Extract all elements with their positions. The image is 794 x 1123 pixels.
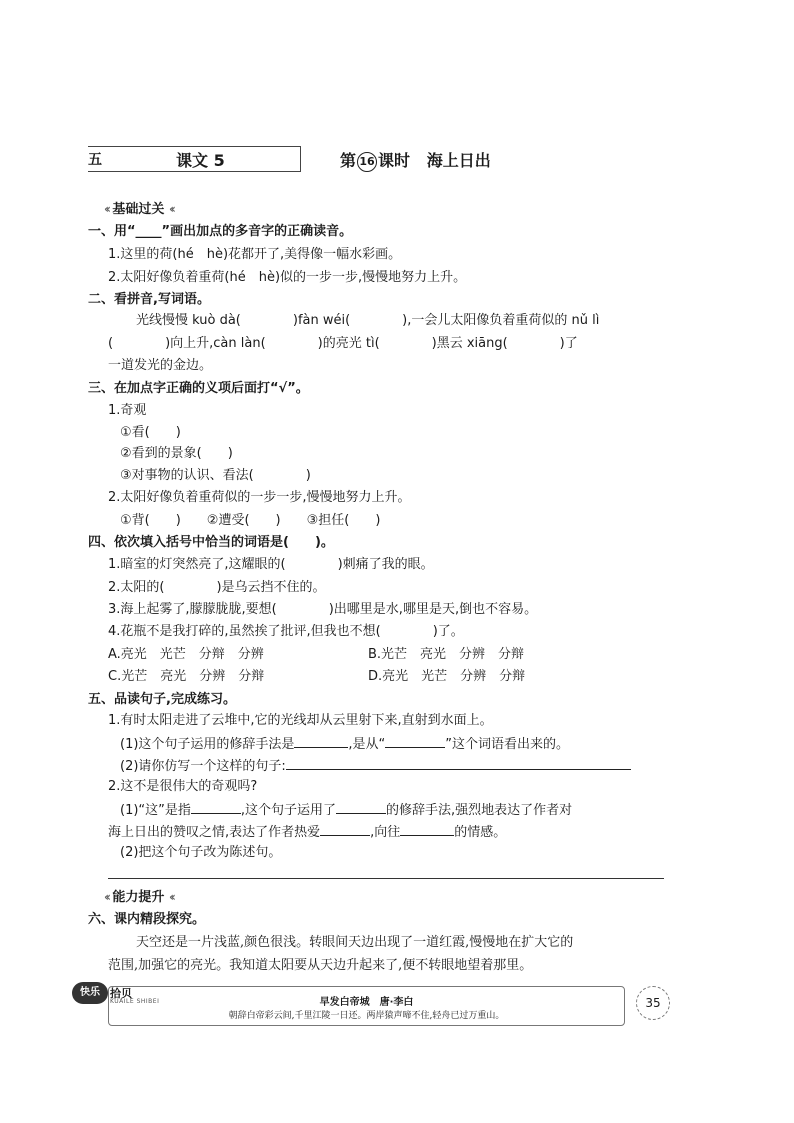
- unit-number: 五: [88, 152, 102, 168]
- logo-badge: 快乐: [72, 982, 108, 1004]
- q3-sub-2: 2.太阳好像负着重荷似的一步一步,慢慢地努力上升。: [108, 490, 411, 505]
- q6-paragraph-line-1: 天空还是一片浅蓝,颜色很浅。转眼间天边出现了一道红霞,慢慢地在扩大它的: [136, 935, 574, 950]
- q3-option-3: ③对事物的认识、看法( ): [120, 468, 311, 483]
- lesson-title: [340, 148, 491, 172]
- q4-choice-b: B.光芒 亮光 分辨 分辩: [368, 647, 525, 662]
- q4-item-3: 3.海上起雾了,朦朦胧胧,要想( )出哪里是水,哪里是天,倒也不容易。: [108, 602, 538, 617]
- answer-blank[interactable]: [400, 821, 454, 836]
- q5-s1-question-2: (2)请你仿写一个这样的句子:: [120, 755, 631, 777]
- answer-blank[interactable]: [191, 799, 241, 814]
- answer-line[interactable]: [286, 755, 631, 770]
- q5-s2-question-1-cont: 海上日出的赞叹之情,表达了作者热爱 ,向往 的情感。: [108, 821, 506, 843]
- q4-item-4: 4.花瓶不是我打碎的,虽然挨了批评,但我也不想( )了。: [108, 624, 464, 639]
- poem-title: 早发白帝城 唐·李白: [319, 997, 414, 1008]
- q4-choice-c: C.光芒 亮光 分辨 分辩: [108, 669, 265, 684]
- q4-title: 四、依次填入括号中恰当的词语是( )。: [88, 535, 334, 550]
- q3-option-1: ①看( ): [120, 425, 181, 440]
- answer-blank[interactable]: [385, 733, 445, 748]
- answer-line[interactable]: [108, 878, 664, 879]
- lesson-prefix: 第: [340, 151, 357, 170]
- unit-header: [88, 146, 301, 172]
- q4-item-1: 1.暗室的灯突然亮了,这耀眼的( )刺痛了我的眼。: [108, 557, 434, 572]
- page-number: 35: [636, 986, 670, 1020]
- q2-line-3: 一道发光的金边。: [108, 358, 213, 373]
- right-arrows-icon: ‹‹: [168, 202, 173, 216]
- poem-body: 朝辞白帝彩云间,千里江陵一日还。两岸猿声啼不住,轻舟已过万重山。: [228, 1011, 505, 1021]
- q3-title: 三、在加点字正确的义项后面打“√”。: [88, 381, 309, 396]
- poem-box: [108, 986, 625, 1026]
- q6-title: 六、课内精段探究。: [88, 912, 206, 927]
- left-arrows-icon: ‹‹: [104, 202, 108, 216]
- q2-title: 二、看拼音,写词语。: [88, 292, 210, 307]
- lesson-name: 海上日出: [426, 151, 491, 170]
- section-ability-title: 能力提升: [112, 890, 165, 905]
- section-basic-badge: [86, 197, 181, 218]
- q4-item-2: 2.太阳的( )是乌云挡不住的。: [108, 580, 326, 595]
- answer-blank[interactable]: [320, 821, 370, 836]
- answer-blank[interactable]: [294, 733, 348, 748]
- q5-sentence-1: 1.有时太阳走进了云堆中,它的光线却从云里射下来,直射到水面上。: [108, 713, 493, 728]
- lesson-number: 16: [357, 152, 377, 172]
- q1-item-1: 1.这里的荷(hé hè)花都开了,美得像一幅水彩画。: [108, 247, 402, 262]
- q4-choice-a: A.亮光 光芒 分辩 分辨: [108, 647, 264, 662]
- q5-s1-question-1: (1)这个句子运用的修辞手法是 ,是从“ ”这个词语看出来的。: [120, 733, 569, 755]
- q5-title: 五、品读句子,完成练习。: [88, 692, 236, 707]
- q5-s2-question-1: (1)“这”是指 ,这个句子运用了 的修辞手法,强烈地表达了作者对: [120, 799, 572, 821]
- q3-options-2: ①背( ) ②遭受( ) ③担任( ): [120, 513, 381, 528]
- q5-sentence-2: 2.这不是很伟大的奇观吗?: [108, 779, 258, 794]
- left-arrows-icon: ‹‹: [104, 890, 108, 904]
- q3-sub-1: 1.奇观: [108, 403, 147, 418]
- logo-text: 拾贝: [110, 987, 132, 1000]
- q1-title: 一、用“____”画出加点的多音字的正确读音。: [88, 224, 353, 239]
- q2-line-1: 光线慢慢 kuò dà( )fàn wéi( ),一会儿太阳像负着重荷似的 nǔ lì: [136, 313, 600, 328]
- q4-choice-d: D.亮光 光芒 分辨 分辩: [368, 669, 526, 684]
- q1-item-2: 2.太阳好像负着重荷(hé hè)似的一步一步,慢慢地努力上升。: [108, 270, 467, 285]
- q5-s2-question-2: (2)把这个句子改为陈述句。: [120, 845, 282, 860]
- answer-blank[interactable]: [336, 799, 386, 814]
- section-basic-title: 基础过关: [112, 202, 165, 217]
- lesson-suffix: 课时: [378, 151, 411, 170]
- logo-subtext: KUAILE SHIBEI: [110, 998, 160, 1005]
- unit-title: 课文 5: [176, 151, 225, 170]
- q3-option-2: ②看到的景象( ): [120, 446, 233, 461]
- right-arrows-icon: ‹‹: [168, 890, 173, 904]
- q6-paragraph-line-2: 范围,加强它的亮光。我知道太阳要从天边升起来了,便不转眼地望着那里。: [108, 958, 533, 973]
- section-ability-badge: [86, 885, 181, 906]
- q2-line-2: ( )向上升,càn làn( )的亮光 tì( )黑云 xiāng( )了: [108, 336, 578, 351]
